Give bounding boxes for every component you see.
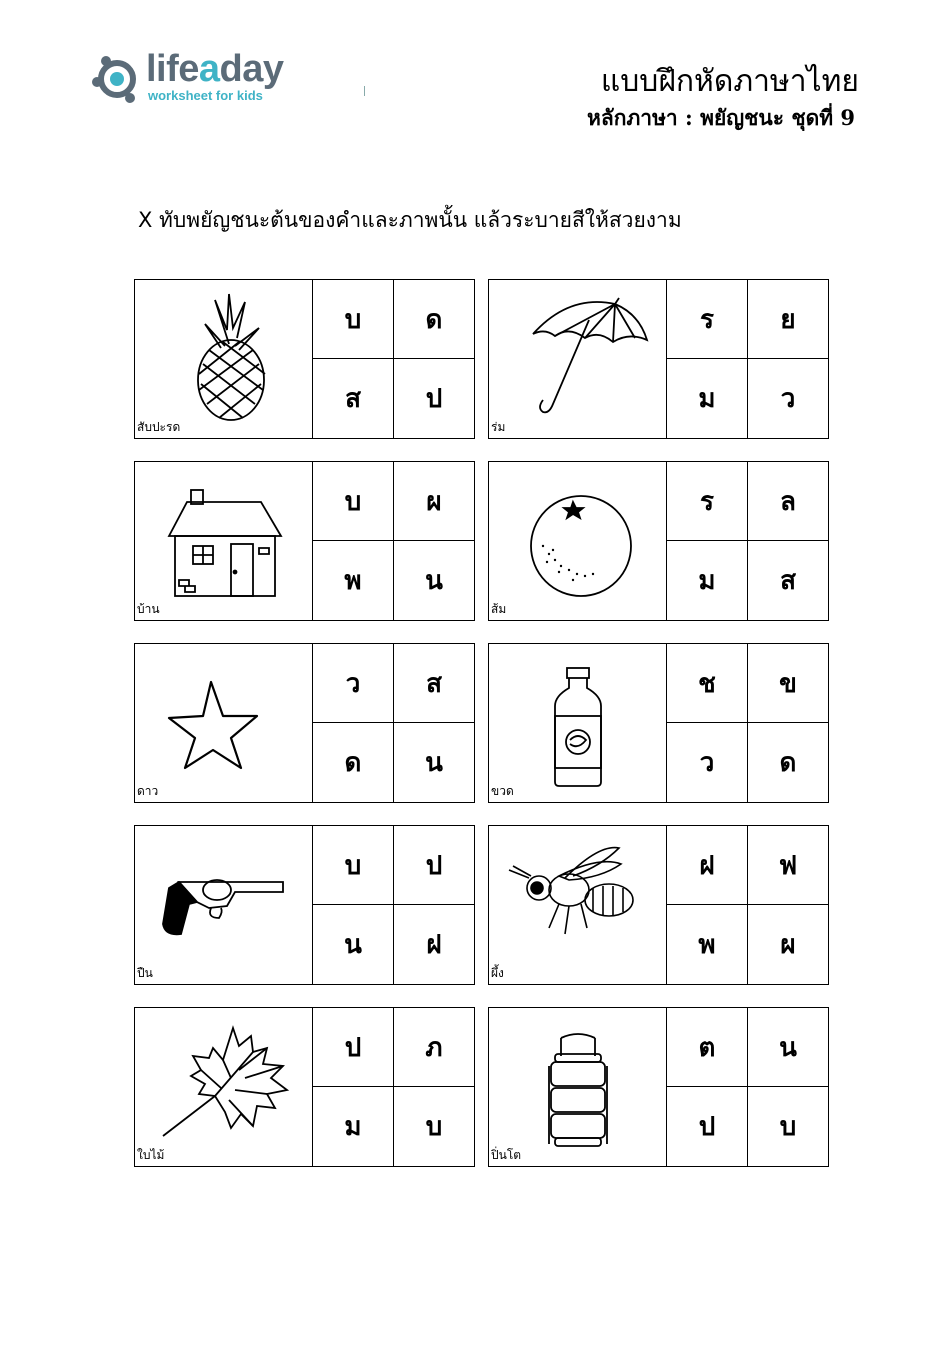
letter-choice[interactable]: น — [313, 905, 394, 984]
picture-cell — [489, 280, 667, 438]
letter-choice[interactable]: ภ — [394, 1008, 474, 1087]
gun-icon — [135, 826, 313, 984]
letter-choice[interactable]: พ — [667, 905, 748, 984]
word-label: ดาว — [137, 784, 159, 798]
word-label: ผึ้ง — [491, 966, 504, 980]
letter-choice[interactable]: ผ — [780, 930, 796, 960]
exercise-card — [488, 279, 829, 439]
letter-choice[interactable]: บ — [313, 826, 394, 905]
letter-choice[interactable]: บ — [313, 280, 394, 359]
instruction-text: X ทับพยัญชนะต้นของคำและภาพนั้น แล้วระบายสีให้สวยงาม — [138, 208, 682, 232]
letter-choice[interactable]: ว — [780, 384, 796, 414]
letter-choice[interactable]: ป — [313, 1008, 394, 1087]
picture-cell — [135, 462, 313, 620]
word-label: ใบไม้ — [137, 1148, 165, 1162]
letter-choice[interactable]: ส — [780, 566, 796, 596]
picture-cell — [489, 1008, 667, 1166]
letter-choice[interactable]: พ — [313, 541, 394, 620]
picture-cell — [135, 280, 313, 438]
letter-choice[interactable]: ส — [313, 359, 394, 438]
letter-choice[interactable]: ผ — [394, 462, 474, 541]
exercise-card — [488, 643, 829, 803]
letter-choice[interactable]: ข — [748, 644, 828, 723]
picture-cell — [135, 644, 313, 802]
letter-choice[interactable]: ม — [667, 541, 748, 620]
orange-icon — [489, 462, 667, 620]
letter-choice[interactable]: ร — [667, 280, 748, 359]
exercise-card — [134, 1007, 475, 1167]
letter-choice[interactable]: ม — [313, 1087, 394, 1166]
exercise-card — [134, 825, 475, 985]
letter-choice[interactable]: ย — [748, 280, 828, 359]
letter-choice[interactable]: บ — [313, 462, 394, 541]
letter-choice[interactable]: ด — [313, 723, 394, 802]
star-icon — [135, 644, 313, 802]
letter-choice[interactable]: น — [425, 748, 443, 778]
word-label: บ้าน — [137, 602, 160, 616]
letter-choice[interactable]: ส — [394, 644, 474, 723]
pineapple-icon — [135, 280, 313, 438]
exercise-card — [134, 643, 475, 803]
page-subtitle: หลักภาษา : พยัญชนะ ชุดที่ 9 — [587, 105, 855, 130]
bottle-icon — [489, 644, 667, 802]
letter-choice[interactable]: น — [748, 1008, 828, 1087]
bee-icon — [489, 826, 667, 984]
word-label: สับปะรด — [137, 420, 181, 434]
letter-choice[interactable]: ม — [667, 359, 748, 438]
page-title: แบบฝึกหัดภาษาไทย — [600, 64, 859, 99]
letter-choice[interactable]: ร — [667, 462, 748, 541]
letter-choice[interactable]: ป — [667, 1087, 748, 1166]
picture-cell — [135, 1008, 313, 1166]
letter-choice[interactable]: ฝ — [667, 826, 748, 905]
letter-choice[interactable]: ล — [748, 462, 828, 541]
word-label: ร่ม — [491, 420, 506, 434]
letter-choice[interactable]: ป — [425, 384, 443, 414]
word-label: ปิ่นโต — [491, 1148, 522, 1162]
brand-logo — [92, 50, 292, 110]
letter-choice[interactable]: ช — [667, 644, 748, 723]
picture-cell — [489, 462, 667, 620]
exercise-card — [488, 1007, 829, 1167]
divider-mark — [364, 86, 365, 96]
letter-choice[interactable]: ต — [667, 1008, 748, 1087]
house-icon — [135, 462, 313, 620]
letter-choice[interactable]: ป — [394, 826, 474, 905]
brand-tagline: worksheet for kids — [148, 88, 263, 103]
exercise-card — [134, 461, 475, 621]
letter-choice[interactable]: ด — [779, 748, 797, 778]
letter-choice[interactable]: น — [425, 566, 443, 596]
letter-choice[interactable]: ว — [667, 723, 748, 802]
word-label: ปืน — [137, 966, 153, 980]
letter-choice[interactable]: ด — [394, 280, 474, 359]
letter-choice[interactable]: ฝ — [426, 930, 442, 960]
picture-cell — [489, 826, 667, 984]
word-label: ขวด — [491, 784, 514, 798]
leaf-icon — [135, 1008, 313, 1166]
exercise-card — [134, 279, 475, 439]
exercise-card — [488, 461, 829, 621]
word-label: ส้ม — [491, 602, 507, 616]
food-carrier-icon — [489, 1008, 667, 1166]
logo-molecule-icon — [92, 54, 142, 104]
letter-choice[interactable]: บ — [779, 1112, 797, 1142]
umbrella-icon — [489, 280, 667, 438]
letter-choice[interactable]: บ — [425, 1112, 443, 1142]
brand-name: lifeaday — [146, 48, 284, 90]
picture-cell — [489, 644, 667, 802]
letter-choice[interactable]: ฟ — [748, 826, 828, 905]
picture-cell — [135, 826, 313, 984]
exercise-card — [488, 825, 829, 985]
letter-choice[interactable]: ว — [313, 644, 394, 723]
